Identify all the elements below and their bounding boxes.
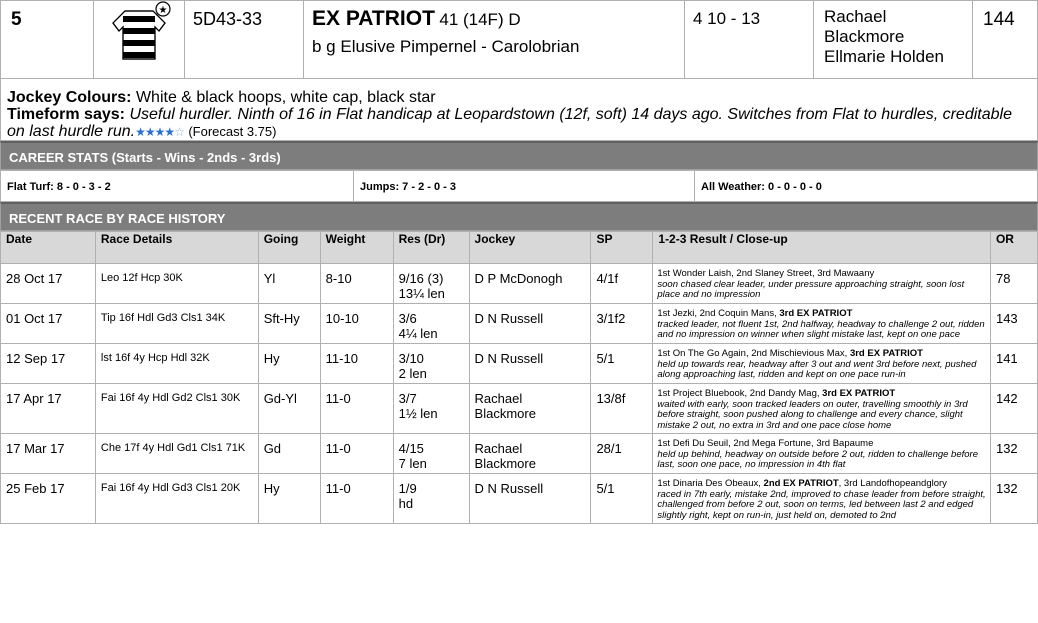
row-weight: 11-10 bbox=[320, 344, 393, 384]
table-row[interactable] bbox=[1, 304, 1038, 344]
jockey-trainer bbox=[814, 1, 973, 79]
col-or[interactable]: OR bbox=[990, 232, 1037, 264]
colours-value: White & black hoops, white cap, black star bbox=[135, 89, 436, 106]
row-sp: 3/1f2 bbox=[591, 304, 653, 344]
jockey-silks bbox=[94, 1, 185, 79]
row-date: 12 Sep 17 bbox=[1, 344, 96, 384]
row-date: 28 Oct 17 bbox=[1, 264, 96, 304]
col-jockey[interactable]: Jockey bbox=[469, 232, 591, 264]
row-weight: 8-10 bbox=[320, 264, 393, 304]
timeform-label: Timeform says: bbox=[7, 106, 125, 123]
row-close-up: 1st Wonder Laish, 2nd Slaney Street, 3rd Mawaany soon chased clear leader, under pressure approaching straight, soon lost place and no impression bbox=[653, 264, 991, 304]
row-weight: 11-0 bbox=[320, 434, 393, 474]
row-or: 143 bbox=[990, 304, 1037, 344]
row-result: 1/9 hd bbox=[393, 474, 469, 524]
row-going: Sft-Hy bbox=[258, 304, 320, 344]
all-weather-stats: All Weather: 0 - 0 - 0 - 0 bbox=[695, 171, 1038, 202]
col-going[interactable]: Going bbox=[258, 232, 320, 264]
horse-meta: 41 (14F) D bbox=[439, 10, 521, 29]
timeform-comment: Useful hurdler. Ninth of 16 in Flat handicap at Leopardstown (12f, soft) 14 days ago. Switches from Flat to hurdles, creditable on last hurdle run. bbox=[7, 106, 1012, 140]
forecast: (Forecast 3.75) bbox=[188, 124, 277, 139]
horse-breeding: b g Elusive Pimpernel - Carolobrian bbox=[312, 37, 580, 56]
runner-info bbox=[0, 79, 1038, 141]
svg-text:★: ★ bbox=[158, 5, 168, 16]
row-jockey[interactable]: D N Russell bbox=[469, 474, 591, 524]
row-sp: 5/1 bbox=[591, 344, 653, 384]
row-sp: 4/1f bbox=[591, 264, 653, 304]
row-going: Hy bbox=[258, 344, 320, 384]
row-jockey[interactable]: Rachael Blackmore bbox=[469, 434, 591, 474]
silks-icon bbox=[103, 1, 175, 63]
jockey-name-line1[interactable]: Rachael bbox=[824, 7, 887, 26]
rating-stars-icon: ★★★★☆ bbox=[135, 125, 184, 139]
row-date: 01 Oct 17 bbox=[1, 304, 96, 344]
career-stats-heading: CAREER STATS (Starts - Wins - 2nds - 3rds) bbox=[0, 141, 1038, 170]
row-race-details[interactable]: Tip 16f Hdl Gd3 Cls1 34K bbox=[95, 304, 258, 344]
row-jockey[interactable]: D N Russell bbox=[469, 344, 591, 384]
row-or: 141 bbox=[990, 344, 1037, 384]
runner-number: 5 bbox=[1, 1, 94, 79]
row-sp: 5/1 bbox=[591, 474, 653, 524]
table-row[interactable] bbox=[1, 344, 1038, 384]
row-race-details[interactable]: Che 17f 4y Hdl Gd1 Cls1 71K bbox=[95, 434, 258, 474]
jumps-stats: Jumps: 7 - 2 - 0 - 3 bbox=[354, 171, 695, 202]
race-history-heading: RECENT RACE BY RACE HISTORY bbox=[0, 202, 1038, 231]
horse-name[interactable]: EX PATRIOT bbox=[312, 7, 435, 30]
row-close-up: 1st On The Go Again, 2nd Mischievious Max, 3rd EX PATRIOT held up towards rear, headway after 3 out and went 3rd before next, pushed along approaching last, ridden and kept on one pace run-in bbox=[653, 344, 991, 384]
col-result[interactable]: Res (Dr) bbox=[393, 232, 469, 264]
col-sp[interactable]: SP bbox=[591, 232, 653, 264]
row-result: 9/16 (3) 13¼ len bbox=[393, 264, 469, 304]
row-going: Gd bbox=[258, 434, 320, 474]
flat-turf-stats: Flat Turf: 8 - 0 - 3 - 2 bbox=[1, 171, 354, 202]
form-figures: 5D43-33 bbox=[185, 1, 304, 79]
row-jockey[interactable]: Rachael Blackmore bbox=[469, 384, 591, 434]
table-row[interactable] bbox=[1, 264, 1038, 304]
horse-details bbox=[304, 1, 685, 79]
row-result: 3/6 4¼ len bbox=[393, 304, 469, 344]
career-stats bbox=[0, 170, 1038, 202]
row-race-details[interactable]: Fai 16f 4y Hdl Gd2 Cls1 30K bbox=[95, 384, 258, 434]
row-or: 132 bbox=[990, 474, 1037, 524]
age-weight: 4 10 - 13 bbox=[685, 1, 814, 79]
table-row[interactable] bbox=[1, 384, 1038, 434]
row-jockey[interactable]: D P McDonogh bbox=[469, 264, 591, 304]
race-history-table bbox=[0, 231, 1038, 524]
colours-label: Jockey Colours: bbox=[7, 89, 132, 106]
row-going: Yl bbox=[258, 264, 320, 304]
row-or: 142 bbox=[990, 384, 1037, 434]
row-weight: 11-0 bbox=[320, 384, 393, 434]
row-going: Hy bbox=[258, 474, 320, 524]
col-close-up[interactable]: 1-2-3 Result / Close-up bbox=[653, 232, 991, 264]
official-rating: 144 bbox=[973, 1, 1038, 79]
row-sp: 13/8f bbox=[591, 384, 653, 434]
row-close-up: 1st Defi Du Seuil, 2nd Mega Fortune, 3rd Bapaume held up behind, headway on outside before 2 out, ridden to challenge before last, soon one pace, no impression in 4th flat bbox=[653, 434, 991, 474]
col-date[interactable]: Date bbox=[1, 232, 96, 264]
table-header-row bbox=[1, 232, 1038, 264]
row-close-up: 1st Dinaria Des Obeaux, 2nd EX PATRIOT, 3rd Landofhopeandglory raced in 7th early, mistake 2nd, improved to chase leader from before straight, challenged from before 2 out, soon on terms, led between last 2 and edged slightly right, kept on run-in, just held on, demoted to 2nd bbox=[653, 474, 991, 524]
row-jockey[interactable]: D N Russell bbox=[469, 304, 591, 344]
row-or: 132 bbox=[990, 434, 1037, 474]
row-or: 78 bbox=[990, 264, 1037, 304]
row-date: 17 Mar 17 bbox=[1, 434, 96, 474]
row-result: 3/10 2 len bbox=[393, 344, 469, 384]
row-sp: 28/1 bbox=[591, 434, 653, 474]
jockey-name-line2[interactable]: Blackmore bbox=[824, 27, 905, 46]
row-race-details[interactable]: Leo 12f Hcp 30K bbox=[95, 264, 258, 304]
col-race-details[interactable]: Race Details bbox=[95, 232, 258, 264]
row-race-details[interactable]: lst 16f 4y Hcp Hdl 32K bbox=[95, 344, 258, 384]
row-date: 25 Feb 17 bbox=[1, 474, 96, 524]
col-weight[interactable]: Weight bbox=[320, 232, 393, 264]
row-result: 4/15 7 len bbox=[393, 434, 469, 474]
trainer-name[interactable]: Ellmarie Holden bbox=[824, 47, 944, 66]
row-weight: 11-0 bbox=[320, 474, 393, 524]
table-row[interactable] bbox=[1, 434, 1038, 474]
row-race-details[interactable]: Fai 16f 4y Hdl Gd3 Cls1 20K bbox=[95, 474, 258, 524]
row-result: 3/7 1½ len bbox=[393, 384, 469, 434]
row-close-up: 1st Jezki, 2nd Coquin Mans, 3rd EX PATRIOT tracked leader, not fluent 1st, 2nd halfway, headway to challenge 2 out, ridden and no impression on winner when slight mistake last, kept on one pace bbox=[653, 304, 991, 344]
runner-header bbox=[0, 0, 1038, 79]
row-close-up: 1st Project Bluebook, 2nd Dandy Mag, 3rd EX PATRIOT waited with early, soon tracked leaders on outer, travelling smoothly in 3rd before straight, soon pushed along to challenge and every chance, slight mistake 2 out, no extra in 3rd and one pace close home bbox=[653, 384, 991, 434]
row-weight: 10-10 bbox=[320, 304, 393, 344]
row-going: Gd-Yl bbox=[258, 384, 320, 434]
row-date: 17 Apr 17 bbox=[1, 384, 96, 434]
table-row[interactable] bbox=[1, 474, 1038, 524]
